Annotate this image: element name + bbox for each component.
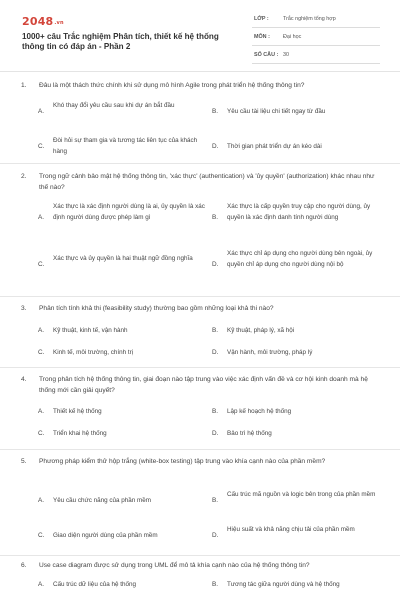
option-text: Giao diện người dùng của phần mềm (53, 532, 158, 539)
question-text: Phân tích tính khả thi (feasibility study) thường bao gồm những loại khả thi nào? (39, 305, 274, 312)
option-text: Vận hành, môi trường, pháp lý (227, 349, 313, 356)
option-text: Cấu trúc dữ liệu của hệ thống (53, 581, 136, 588)
option-text: Kinh tế, môi trường, chính trị (53, 349, 134, 356)
question-text: Trong phân tích hệ thống thông tin, giai đoạn nào tập trung vào việc xác định vấn đề và cơ hội kinh doanh mà hệ thống mới cần giải quyết? (39, 376, 368, 394)
question-item (0, 556, 400, 600)
document-title: 1000+ câu Trắc nghiệm Phân tích, thiết kế hệ thống thông tin có đáp án - Phần 2 (22, 32, 219, 51)
logo-suffix: .vn (54, 20, 64, 26)
question-number: 6. (21, 562, 27, 569)
option-text: Tương tác giữa người dùng và hệ thống (227, 581, 340, 588)
document-header (0, 0, 400, 62)
question-item (0, 297, 400, 368)
meta-label: MÔN : (254, 34, 270, 40)
logo-text: 2048 (22, 15, 54, 28)
meta-value: 30 (283, 52, 289, 58)
option-text: Cấu trúc mã nguồn và logic bên trong của phần mềm (227, 491, 376, 498)
option-letter: D. (212, 261, 219, 268)
question-text: Use case diagram được sử dụng trong UML để mô tả khía cạnh nào của hệ thống thông tin? (39, 562, 310, 569)
option-text: Thiết kế hệ thống (53, 408, 102, 415)
option-text: Đòi hỏi sự tham gia và tương tác liên tục của khách hàng (53, 137, 198, 155)
option-letter: D. (212, 349, 219, 356)
question-item (0, 450, 400, 556)
option-letter: A. (38, 327, 45, 334)
meta-row-subject (252, 33, 380, 46)
question-number: 4. (21, 376, 27, 383)
option-text: Triển khai hệ thống (53, 430, 107, 437)
question-item (0, 164, 400, 297)
meta-label: LỚP : (254, 16, 269, 22)
option-letter: A. (38, 408, 45, 415)
option-text: Xác thực là cấp quyền truy cập cho người dùng, ủy quyền là xác định danh tính người dùng (227, 203, 371, 221)
option-text: Yêu cầu chức năng của phần mềm (53, 497, 152, 504)
option-letter: A. (38, 497, 45, 504)
option-text: Kỹ thuật, pháp lý, xã hội (227, 327, 295, 334)
question-number: 3. (21, 305, 27, 312)
question-text: Phương pháp kiểm thử hộp trắng (white-box testing) tập trung vào khía cạnh nào của phần mềm? (39, 458, 326, 465)
question-text: Đâu là một thách thức chính khi sử dụng mô hình Agile trong phát triển hệ thống thông tin? (39, 82, 305, 89)
option-letter: C. (38, 143, 45, 150)
question-item (0, 72, 400, 164)
option-text: Khó thay đổi yêu cầu sau khi dự án bắt đầu (53, 102, 175, 109)
option-letter: D. (212, 143, 219, 150)
option-letter: B. (212, 497, 219, 504)
option-letter: B. (212, 408, 219, 415)
option-letter: A. (38, 214, 45, 221)
document-meta (252, 15, 380, 69)
question-list (0, 72, 400, 600)
meta-row-count (252, 51, 380, 64)
question-number: 2. (21, 173, 27, 180)
option-letter: B. (212, 327, 219, 334)
option-letter: B. (212, 108, 219, 115)
option-text: Hiệu suất và khả năng chịu tải của phần mềm (227, 526, 355, 533)
option-letter: C. (38, 349, 45, 356)
option-text: Xác thực chỉ áp dụng cho người dùng bên ngoài, ủy quyền chỉ áp dụng cho người dùng nội bộ (227, 250, 373, 268)
meta-label: SỐ CÂU : (254, 52, 279, 58)
option-text: Thời gian phát triển dự án kéo dài (227, 143, 322, 150)
meta-value: Đại học (283, 34, 302, 40)
option-letter: C. (38, 261, 45, 268)
question-number: 5. (21, 458, 27, 465)
option-letter: A. (38, 581, 45, 588)
option-letter: A. (38, 108, 45, 115)
option-text: Lập kế hoạch hệ thống (227, 408, 292, 415)
option-text: Bảo trì hệ thống (227, 430, 272, 437)
site-logo[interactable] (22, 15, 64, 28)
option-letter: B. (212, 214, 219, 221)
option-text: Xác thực là xác định người dùng là ai, ủy quyền là xác định người dùng được phép làm gì (53, 203, 205, 221)
option-letter: C. (38, 532, 45, 539)
option-text: Kỹ thuật, kinh tế, vận hành (53, 327, 128, 334)
option-letter: D. (212, 430, 219, 437)
question-text: Trong ngữ cảnh bảo mật hệ thống thông tin, 'xác thực' (authentication) và 'ủy quyền' (authorization) khác nhau như thế nào? (39, 173, 375, 191)
meta-value: Trắc nghiệm tổng hợp (283, 16, 336, 22)
option-letter: B. (212, 581, 219, 588)
meta-row-class (252, 15, 380, 28)
option-letter: C. (38, 430, 45, 437)
question-number: 1. (21, 82, 27, 89)
option-text: Xác thực và ủy quyền là hai thuật ngữ đồng nghĩa (53, 255, 193, 262)
question-item (0, 368, 400, 450)
option-letter: D. (212, 532, 219, 539)
option-text: Yêu cầu tài liệu chi tiết ngay từ đầu (227, 108, 326, 115)
